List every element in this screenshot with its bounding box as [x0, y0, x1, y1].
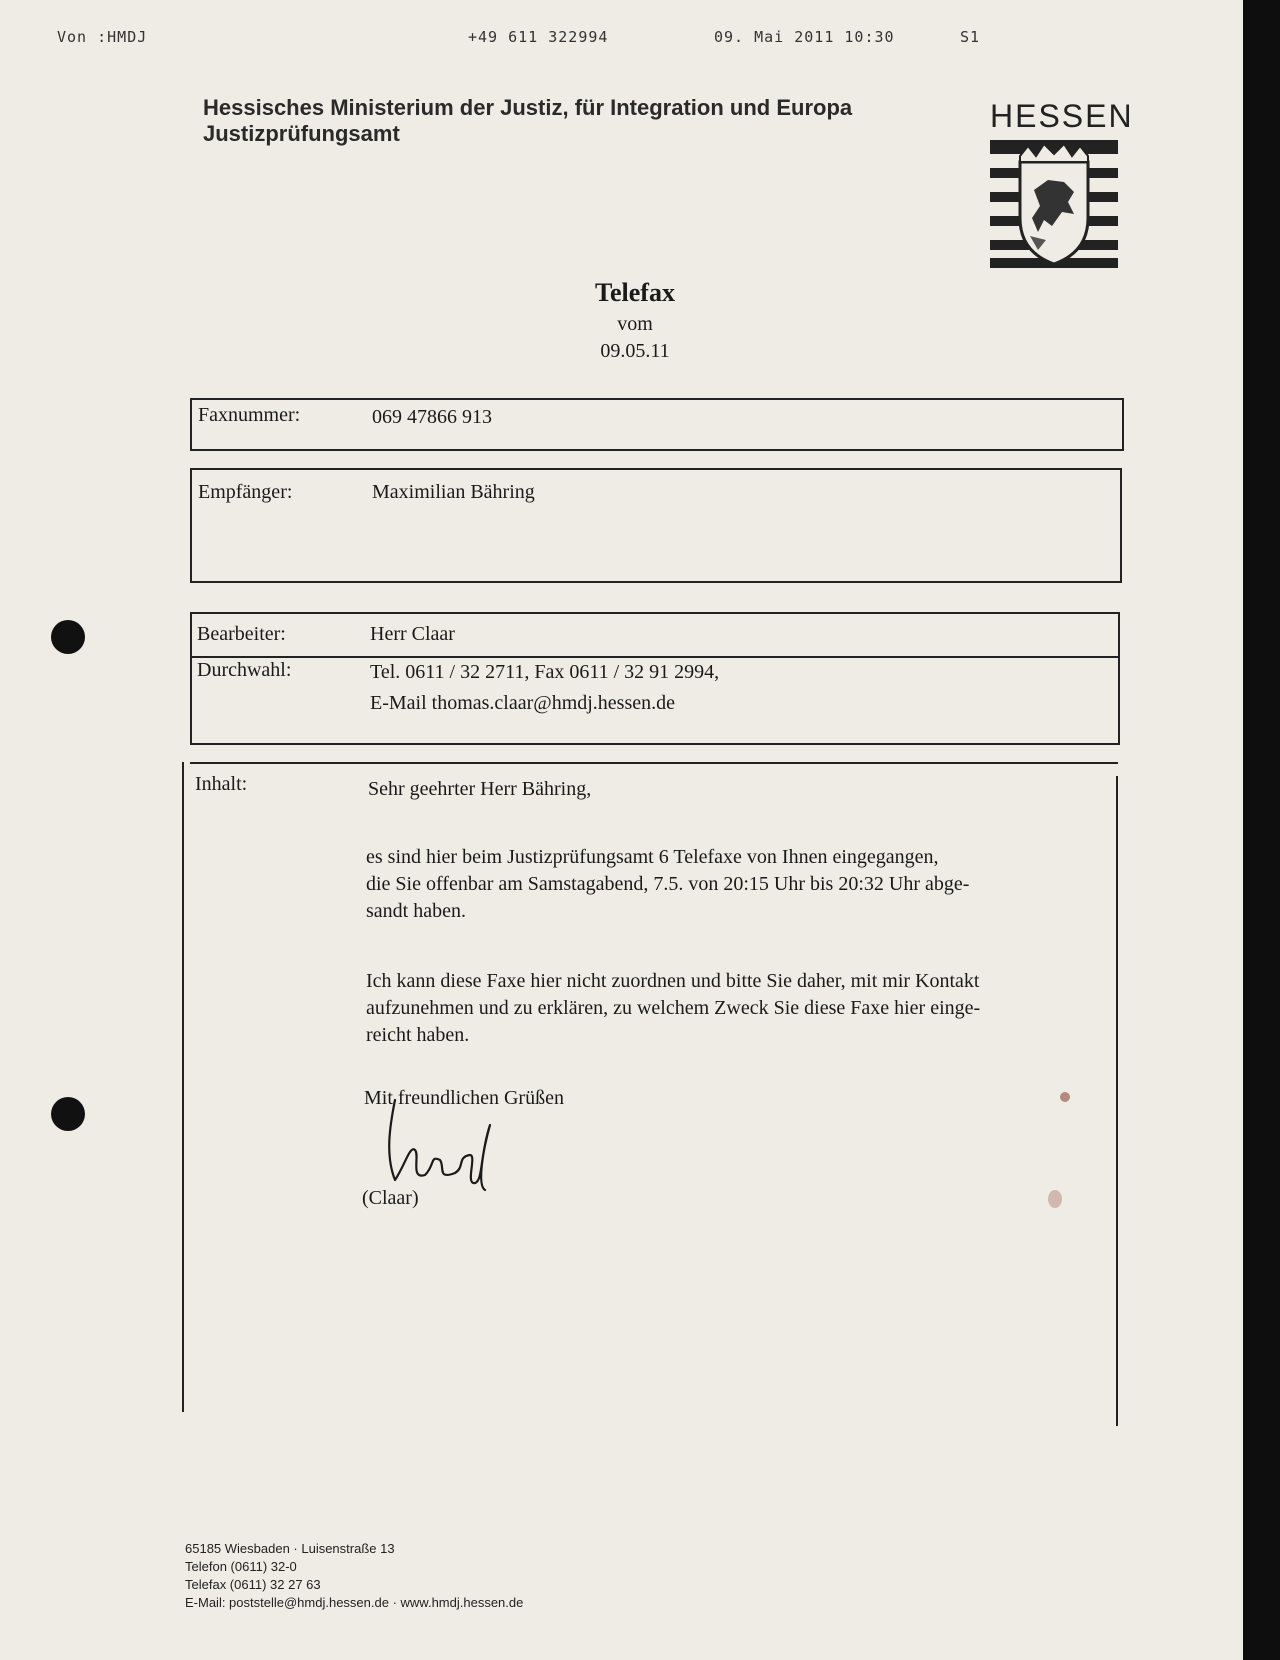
fax-sender: Von :HMDJ	[57, 28, 148, 46]
faxnummer-value: 069 47866 913	[372, 406, 492, 428]
paragraph-1-line-3: sandt haben.	[366, 900, 466, 922]
scan-edge	[1243, 0, 1280, 1660]
ministry-line-1: Hessisches Ministerium der Justiz, für Integration und Europa	[203, 95, 853, 120]
paragraph-1	[366, 844, 969, 925]
footer-address: 65185 Wiesbaden · Luisenstraße 13	[185, 1541, 395, 1556]
stain-mark	[1060, 1092, 1070, 1102]
empfaenger-value: Maximilian Bähring	[372, 481, 535, 503]
ministry-line-2: Justizprüfungsamt	[203, 121, 400, 147]
paragraph-2-line-2: aufzunehmen und zu erklären, zu welchem Zweck Sie diese Faxe hier einge-	[366, 997, 981, 1019]
paragraph-2-line-3: reicht haben.	[366, 1024, 470, 1046]
paragraph-2	[366, 968, 980, 1049]
fax-page-number: S1	[960, 28, 981, 46]
ministry-name	[203, 95, 852, 148]
document-title: Telefax	[595, 278, 675, 307]
stain-mark	[1048, 1190, 1062, 1208]
empfaenger-label: Empfänger:	[198, 481, 293, 503]
paragraph-1-line-2: die Sie offenbar am Samstagabend, 7.5. von 20:15 Uhr bis 20:32 Uhr abge-	[366, 873, 970, 895]
bearbeiter-label: Bearbeiter:	[197, 623, 286, 645]
punch-hole-top	[51, 620, 85, 654]
document-date: 09.05.11	[600, 340, 670, 362]
bearbeiter-divider	[190, 656, 1120, 658]
hessen-coat-of-arms-icon	[990, 140, 1118, 268]
durchwahl-label: Durchwahl:	[197, 659, 292, 681]
closing: Mit freundlichen Grüßen	[364, 1087, 564, 1109]
punch-hole-bottom	[51, 1097, 85, 1131]
durchwahl-phone-fax: Tel. 0611 / 32 2711, Fax 0611 / 32 91 2994,	[370, 661, 720, 683]
signature-icon	[365, 1095, 515, 1195]
footer-email-web: E-Mail: poststelle@hmdj.hessen.de · www.hmdj.hessen.de	[185, 1595, 524, 1610]
salutation: Sehr geehrter Herr Bähring,	[368, 778, 592, 800]
empfaenger-box	[190, 468, 1122, 583]
footer-contact	[185, 1540, 523, 1612]
bearbeiter-value: Herr Claar	[370, 623, 455, 645]
fax-sender-phone: +49 611 322994	[468, 28, 609, 46]
inhalt-right-border	[1116, 776, 1118, 1426]
fax-datetime: 09. Mai 2011 10:30	[714, 28, 895, 46]
footer-telefax: Telefax (0611) 32 27 63	[185, 1577, 321, 1592]
inhalt-top-border	[190, 762, 1118, 764]
footer-telefon: Telefon (0611) 32-0	[185, 1559, 297, 1574]
inhalt-left-border	[182, 762, 184, 1412]
paragraph-1-line-1: es sind hier beim Justizprüfungsamt 6 Telefaxe von Ihnen eingegangen,	[366, 846, 939, 868]
state-name: HESSEN	[990, 98, 1134, 134]
document-vom: vom	[617, 313, 653, 335]
paragraph-2-line-1: Ich kann diese Faxe hier nicht zuordnen und bitte Sie daher, mit mir Kontakt	[366, 970, 980, 992]
durchwahl-email: E-Mail thomas.claar@hmdj.hessen.de	[370, 692, 675, 714]
faxnummer-label: Faxnummer:	[198, 404, 301, 426]
signer-name: (Claar)	[362, 1187, 419, 1209]
faxnummer-box	[190, 398, 1124, 451]
inhalt-label: Inhalt:	[195, 773, 248, 795]
